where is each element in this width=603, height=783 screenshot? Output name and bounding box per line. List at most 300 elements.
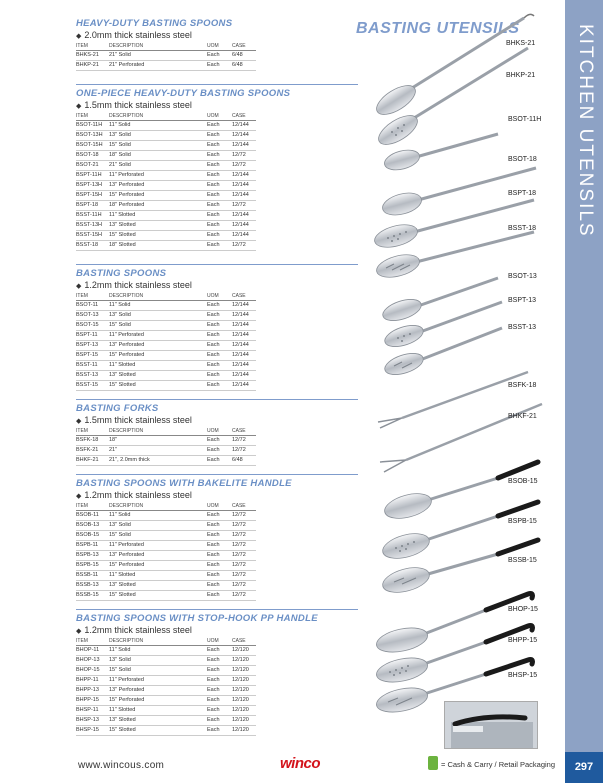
table-cell: 18" Slotted — [109, 240, 207, 250]
table-cell: BSOT-13 — [76, 310, 109, 320]
table-cell: BHOP-13 — [76, 655, 109, 665]
table-cell: 12/72 — [232, 530, 256, 540]
table-cell: 12/144 — [232, 190, 256, 200]
product-label: BHKF-21 — [508, 413, 537, 420]
table-cell: 11" Perforated — [109, 540, 207, 550]
section-subtitle-text: 1.5mm thick stainless steel — [84, 415, 192, 425]
table-cell: 12/72 — [232, 160, 256, 170]
table-cell: Each — [207, 220, 232, 230]
table-cell: Each — [207, 560, 232, 570]
table-row — [76, 120, 256, 130]
table-cell: Each — [207, 530, 232, 540]
table-cell: Each — [207, 715, 232, 725]
table-row — [76, 655, 256, 665]
table-cell: 13" Solid — [109, 655, 207, 665]
table-cell: 12/144 — [232, 380, 256, 390]
column-header: CASE — [232, 427, 256, 435]
column-header: DESCRIPTION — [109, 292, 207, 300]
diamond-bullet-icon: ◆ — [76, 103, 82, 110]
table-cell: 21" — [109, 445, 207, 455]
table-cell: 21", 2.0mm thick — [109, 455, 207, 465]
product-label: BSOB-15 — [508, 478, 538, 485]
utensil-bhop-15 — [374, 594, 532, 657]
table-cell: 15" Slotted — [109, 590, 207, 600]
product-label: BSOT-11H — [508, 116, 542, 123]
table-cell: 21" Perforated — [109, 60, 207, 70]
stop-hook-photo — [444, 701, 538, 749]
product-table — [76, 42, 256, 71]
product-label: BSPT-18 — [508, 190, 537, 197]
table-row — [76, 560, 256, 570]
table-cell: BHOP-11 — [76, 645, 109, 655]
table-row — [76, 705, 256, 715]
table-row — [76, 675, 256, 685]
table-cell: BSOB-11 — [76, 510, 109, 520]
diamond-bullet-icon: ◆ — [76, 493, 82, 500]
table-cell: 12/144 — [232, 300, 256, 310]
column-header: UOM — [207, 112, 232, 120]
table-cell: Each — [207, 190, 232, 200]
table-cell: 11" Slotted — [109, 360, 207, 370]
table-header-row — [76, 427, 256, 435]
table-row — [76, 445, 256, 455]
table-cell: BSSB-11 — [76, 570, 109, 580]
product-label: BHPP-15 — [508, 637, 538, 644]
section-title: BASTING SPOONS WITH BAKELITE HANDLE — [76, 478, 292, 489]
table-cell: 12/144 — [232, 120, 256, 130]
table-row — [76, 60, 256, 70]
footer-url[interactable]: www.wincous.com — [78, 760, 165, 771]
table-cell: Each — [207, 725, 232, 735]
table-cell: BSSB-13 — [76, 580, 109, 590]
section-1 — [76, 88, 358, 251]
column-header: DESCRIPTION — [109, 502, 207, 510]
table-row — [76, 360, 256, 370]
table-cell: 13" Perforated — [109, 685, 207, 695]
column-header: UOM — [207, 42, 232, 50]
product-label: BSST-13 — [508, 324, 537, 331]
table-cell: BSST-13 — [76, 370, 109, 380]
table-cell: BSST-15H — [76, 230, 109, 240]
table-cell: 21" Solid — [109, 160, 207, 170]
column-header: ITEM — [76, 427, 109, 435]
table-cell: 12/120 — [232, 655, 256, 665]
table-cell: Each — [207, 240, 232, 250]
table-row — [76, 380, 256, 390]
table-cell: 6/48 — [232, 50, 256, 60]
table-row — [76, 50, 256, 60]
table-cell: BSOT-21 — [76, 160, 109, 170]
table-cell: Each — [207, 310, 232, 320]
table-row — [76, 435, 256, 445]
side-heading: KITCHEN UTENSILS — [575, 24, 596, 238]
table-cell: 12/72 — [232, 560, 256, 570]
table-cell: 15" Solid — [109, 140, 207, 150]
table-cell: BHKF-21 — [76, 455, 109, 465]
table-row — [76, 350, 256, 360]
table-cell: 15" Solid — [109, 320, 207, 330]
table-cell: 11" Solid — [109, 645, 207, 655]
table-cell: 12/144 — [232, 140, 256, 150]
column-header: CASE — [232, 112, 256, 120]
column-header: DESCRIPTION — [109, 637, 207, 645]
table-cell: Each — [207, 455, 232, 465]
table-cell: 13" Solid — [109, 520, 207, 530]
product-label: BSST-18 — [508, 225, 537, 232]
table-cell: 15" Perforated — [109, 560, 207, 570]
column-header: DESCRIPTION — [109, 112, 207, 120]
table-cell: 12/120 — [232, 675, 256, 685]
table-cell: 11" Perforated — [109, 330, 207, 340]
table-cell: 12/72 — [232, 580, 256, 590]
table-row — [76, 685, 256, 695]
table-header-row — [76, 502, 256, 510]
table-cell: BSST-18 — [76, 240, 109, 250]
table-header-row — [76, 637, 256, 645]
table-cell: 12/144 — [232, 320, 256, 330]
table-header-row — [76, 42, 256, 50]
table-cell: Each — [207, 665, 232, 675]
column-header: ITEM — [76, 42, 109, 50]
table-cell: 12/72 — [232, 200, 256, 210]
table-cell: BSPT-15H — [76, 190, 109, 200]
table-cell: 18" Solid — [109, 150, 207, 160]
table-cell: Each — [207, 435, 232, 445]
table-row — [76, 140, 256, 150]
table-cell: BSOT-15 — [76, 320, 109, 330]
table-cell: 11" Solid — [109, 300, 207, 310]
table-cell: 12/144 — [232, 350, 256, 360]
table-cell: Each — [207, 645, 232, 655]
table-cell: BSPT-13H — [76, 180, 109, 190]
table-row — [76, 150, 256, 160]
table-cell: 12/144 — [232, 180, 256, 190]
table-cell: 11" Solid — [109, 510, 207, 520]
table-cell: Each — [207, 170, 232, 180]
table-cell: Each — [207, 580, 232, 590]
table-cell: Each — [207, 705, 232, 715]
table-cell: BHSP-13 — [76, 715, 109, 725]
section-subtitle — [76, 280, 358, 290]
table-cell: 12/144 — [232, 210, 256, 220]
table-header-row — [76, 112, 256, 120]
table-cell: Each — [207, 160, 232, 170]
table-cell: 11" Slotted — [109, 570, 207, 580]
table-row — [76, 665, 256, 675]
table-cell: BHOP-15 — [76, 665, 109, 675]
table-cell: 12/72 — [232, 435, 256, 445]
product-label: BSPT-13 — [508, 297, 537, 304]
section-title: BASTING SPOONS — [76, 268, 167, 279]
table-cell: 12/144 — [232, 370, 256, 380]
table-cell: Each — [207, 180, 232, 190]
table-row — [76, 300, 256, 310]
section-divider — [76, 84, 358, 85]
table-cell: BHKS-21 — [76, 50, 109, 60]
section-subtitle — [76, 625, 358, 635]
table-cell: Each — [207, 50, 232, 60]
table-cell: 6/48 — [232, 455, 256, 465]
table-cell: Each — [207, 200, 232, 210]
column-header: UOM — [207, 502, 232, 510]
table-row — [76, 200, 256, 210]
utensil-bsob-15 — [382, 462, 538, 523]
table-cell: 11" Perforated — [109, 675, 207, 685]
table-cell: 15" Perforated — [109, 350, 207, 360]
table-cell: BHPP-11 — [76, 675, 109, 685]
table-cell: BHKP-21 — [76, 60, 109, 70]
table-row — [76, 210, 256, 220]
table-cell: 12/72 — [232, 550, 256, 560]
column-header: ITEM — [76, 502, 109, 510]
table-cell: BSFK-21 — [76, 445, 109, 455]
table-cell: Each — [207, 655, 232, 665]
footer-legend: = Cash & Carry / Retail Packaging — [441, 760, 556, 769]
table-cell: Each — [207, 230, 232, 240]
product-label: BHKP-21 — [506, 72, 536, 79]
product-label: BSPB-15 — [508, 518, 537, 525]
table-cell: BSOT-15H — [76, 140, 109, 150]
table-cell: 13" Perforated — [109, 550, 207, 560]
table-cell: BSPB-11 — [76, 540, 109, 550]
table-cell: Each — [207, 300, 232, 310]
table-row — [76, 510, 256, 520]
table-row — [76, 220, 256, 230]
table-cell: 13" Perforated — [109, 340, 207, 350]
table-cell: BSST-13H — [76, 220, 109, 230]
product-table — [76, 502, 256, 601]
product-label: BHSP-15 — [508, 672, 538, 679]
section-title: BASTING SPOONS WITH STOP-HOOK PP HANDLE — [76, 613, 318, 624]
table-cell: 12/120 — [232, 665, 256, 675]
table-cell: 15" Slotted — [109, 230, 207, 240]
table-cell: Each — [207, 540, 232, 550]
column-header: CASE — [232, 42, 256, 50]
section-subtitle — [76, 30, 358, 40]
table-cell: 13" Slotted — [109, 220, 207, 230]
section-subtitle — [76, 490, 358, 500]
table-cell: BSPT-11 — [76, 330, 109, 340]
table-cell: Each — [207, 130, 232, 140]
table-cell: Each — [207, 120, 232, 130]
section-subtitle-text: 1.2mm thick stainless steel — [84, 625, 192, 635]
column-header: UOM — [207, 637, 232, 645]
diamond-bullet-icon: ◆ — [76, 33, 82, 40]
table-row — [76, 520, 256, 530]
product-table — [76, 427, 256, 466]
table-cell: 15" Solid — [109, 530, 207, 540]
table-cell: Each — [207, 140, 232, 150]
table-row — [76, 695, 256, 705]
table-row — [76, 530, 256, 540]
table-cell: Each — [207, 520, 232, 530]
table-cell: Each — [207, 570, 232, 580]
product-label: BSOT-18 — [508, 156, 537, 163]
table-cell: 13" Solid — [109, 310, 207, 320]
table-cell: 12/120 — [232, 645, 256, 655]
table-cell: Each — [207, 380, 232, 390]
table-cell: Each — [207, 210, 232, 220]
table-cell: 6/48 — [232, 60, 256, 70]
table-cell: BHPP-13 — [76, 685, 109, 695]
table-cell: BSPT-13 — [76, 340, 109, 350]
table-row — [76, 540, 256, 550]
table-cell: BSOB-15 — [76, 530, 109, 540]
section-subtitle-text: 1.2mm thick stainless steel — [84, 490, 192, 500]
utensil-bsot-13 — [380, 278, 498, 325]
table-cell: 11" Solid — [109, 120, 207, 130]
product-label: BHKS-21 — [506, 40, 536, 47]
table-cell: 15" Perforated — [109, 190, 207, 200]
table-cell: 13" Slotted — [109, 580, 207, 590]
table-cell: 12/120 — [232, 705, 256, 715]
table-cell: Each — [207, 60, 232, 70]
table-row — [76, 330, 256, 340]
table-cell: 12/144 — [232, 230, 256, 240]
section-subtitle-text: 1.5mm thick stainless steel — [84, 100, 192, 110]
diamond-bullet-icon: ◆ — [76, 418, 82, 425]
table-cell: Each — [207, 150, 232, 160]
shopping-bag-icon — [428, 756, 438, 770]
column-header: ITEM — [76, 637, 109, 645]
table-cell: 13" Solid — [109, 130, 207, 140]
utensil-bhks-21 — [372, 14, 534, 120]
section-title: ONE-PIECE HEAVY-DUTY BASTING SPOONS — [76, 88, 291, 99]
diamond-bullet-icon: ◆ — [76, 283, 82, 290]
section-4 — [76, 478, 358, 601]
table-cell: BSPB-15 — [76, 560, 109, 570]
table-cell: 15" Slotted — [109, 380, 207, 390]
table-cell: 13" Slotted — [109, 370, 207, 380]
table-header-row — [76, 292, 256, 300]
table-cell: 11" Slotted — [109, 210, 207, 220]
table-cell: 18" — [109, 435, 207, 445]
table-cell: 12/72 — [232, 150, 256, 160]
section-divider — [76, 474, 358, 475]
column-header: ITEM — [76, 112, 109, 120]
table-cell: 12/72 — [232, 240, 256, 250]
column-header: CASE — [232, 637, 256, 645]
table-cell: BHSP-15 — [76, 725, 109, 735]
table-cell: BSOB-13 — [76, 520, 109, 530]
section-title: BASTING FORKS — [76, 403, 159, 414]
product-table — [76, 112, 256, 251]
table-cell: BSPB-13 — [76, 550, 109, 560]
table-cell: 12/144 — [232, 310, 256, 320]
column-header: UOM — [207, 427, 232, 435]
table-cell: Each — [207, 330, 232, 340]
table-cell: 12/144 — [232, 130, 256, 140]
table-cell: Each — [207, 360, 232, 370]
section-2 — [76, 268, 358, 391]
table-cell: BSST-11H — [76, 210, 109, 220]
table-cell: BSOT-18 — [76, 150, 109, 160]
section-divider — [76, 399, 358, 400]
table-cell: 12/120 — [232, 685, 256, 695]
section-0 — [76, 18, 358, 71]
table-row — [76, 320, 256, 330]
table-row — [76, 160, 256, 170]
table-cell: Each — [207, 695, 232, 705]
table-cell: BSOT-11 — [76, 300, 109, 310]
table-cell: Each — [207, 685, 232, 695]
table-cell: 12/72 — [232, 590, 256, 600]
table-row — [76, 310, 256, 320]
table-cell: 12/72 — [232, 520, 256, 530]
table-cell: Each — [207, 510, 232, 520]
table-cell: Each — [207, 370, 232, 380]
table-cell: 12/144 — [232, 340, 256, 350]
section-divider — [76, 264, 358, 265]
table-cell: 12/72 — [232, 570, 256, 580]
table-cell: 12/72 — [232, 445, 256, 455]
table-cell: BSFK-18 — [76, 435, 109, 445]
table-row — [76, 715, 256, 725]
product-table — [76, 637, 256, 736]
page-number: 297 — [565, 752, 603, 783]
table-cell: 18" Perforated — [109, 200, 207, 210]
product-label: BSOT-13 — [508, 273, 537, 280]
table-row — [76, 645, 256, 655]
table-row — [76, 570, 256, 580]
column-header: DESCRIPTION — [109, 427, 207, 435]
table-row — [76, 580, 256, 590]
product-label: BSSB-15 — [508, 557, 537, 564]
table-cell: 12/72 — [232, 510, 256, 520]
table-cell: BSST-11 — [76, 360, 109, 370]
table-cell: 12/120 — [232, 695, 256, 705]
table-cell: 12/120 — [232, 715, 256, 725]
table-cell: Each — [207, 340, 232, 350]
table-cell: BSPT-11H — [76, 170, 109, 180]
table-cell: 11" Perforated — [109, 170, 207, 180]
table-cell: BSPT-15 — [76, 350, 109, 360]
table-cell: 12/120 — [232, 725, 256, 735]
table-cell: 12/144 — [232, 220, 256, 230]
product-label: BHOP-15 — [508, 606, 538, 613]
table-row — [76, 240, 256, 250]
winco-logo: winco — [280, 755, 321, 772]
table-cell: 15" Solid — [109, 665, 207, 675]
table-cell: Each — [207, 320, 232, 330]
column-header: ITEM — [76, 292, 109, 300]
table-row — [76, 370, 256, 380]
table-cell: 21" Solid — [109, 50, 207, 60]
page-title: BASTING UTENSILS — [356, 20, 520, 37]
table-row — [76, 230, 256, 240]
table-cell: Each — [207, 445, 232, 455]
product-table — [76, 292, 256, 391]
table-cell: BSOT-11H — [76, 120, 109, 130]
table-row — [76, 180, 256, 190]
section-subtitle — [76, 415, 358, 425]
diamond-bullet-icon: ◆ — [76, 628, 82, 635]
table-cell: BSST-15 — [76, 380, 109, 390]
table-row — [76, 170, 256, 180]
column-header: DESCRIPTION — [109, 42, 207, 50]
table-cell: BHPP-15 — [76, 695, 109, 705]
section-subtitle-text: 2.0mm thick stainless steel — [84, 30, 192, 40]
table-cell: Each — [207, 550, 232, 560]
table-cell: 15" Perforated — [109, 695, 207, 705]
table-cell: 12/144 — [232, 360, 256, 370]
section-3 — [76, 403, 358, 466]
table-cell: 13" Perforated — [109, 180, 207, 190]
table-cell: BSPT-18 — [76, 200, 109, 210]
table-cell: Each — [207, 675, 232, 685]
table-cell: 11" Slotted — [109, 705, 207, 715]
section-title: HEAVY-DUTY BASTING SPOONS — [76, 18, 233, 29]
